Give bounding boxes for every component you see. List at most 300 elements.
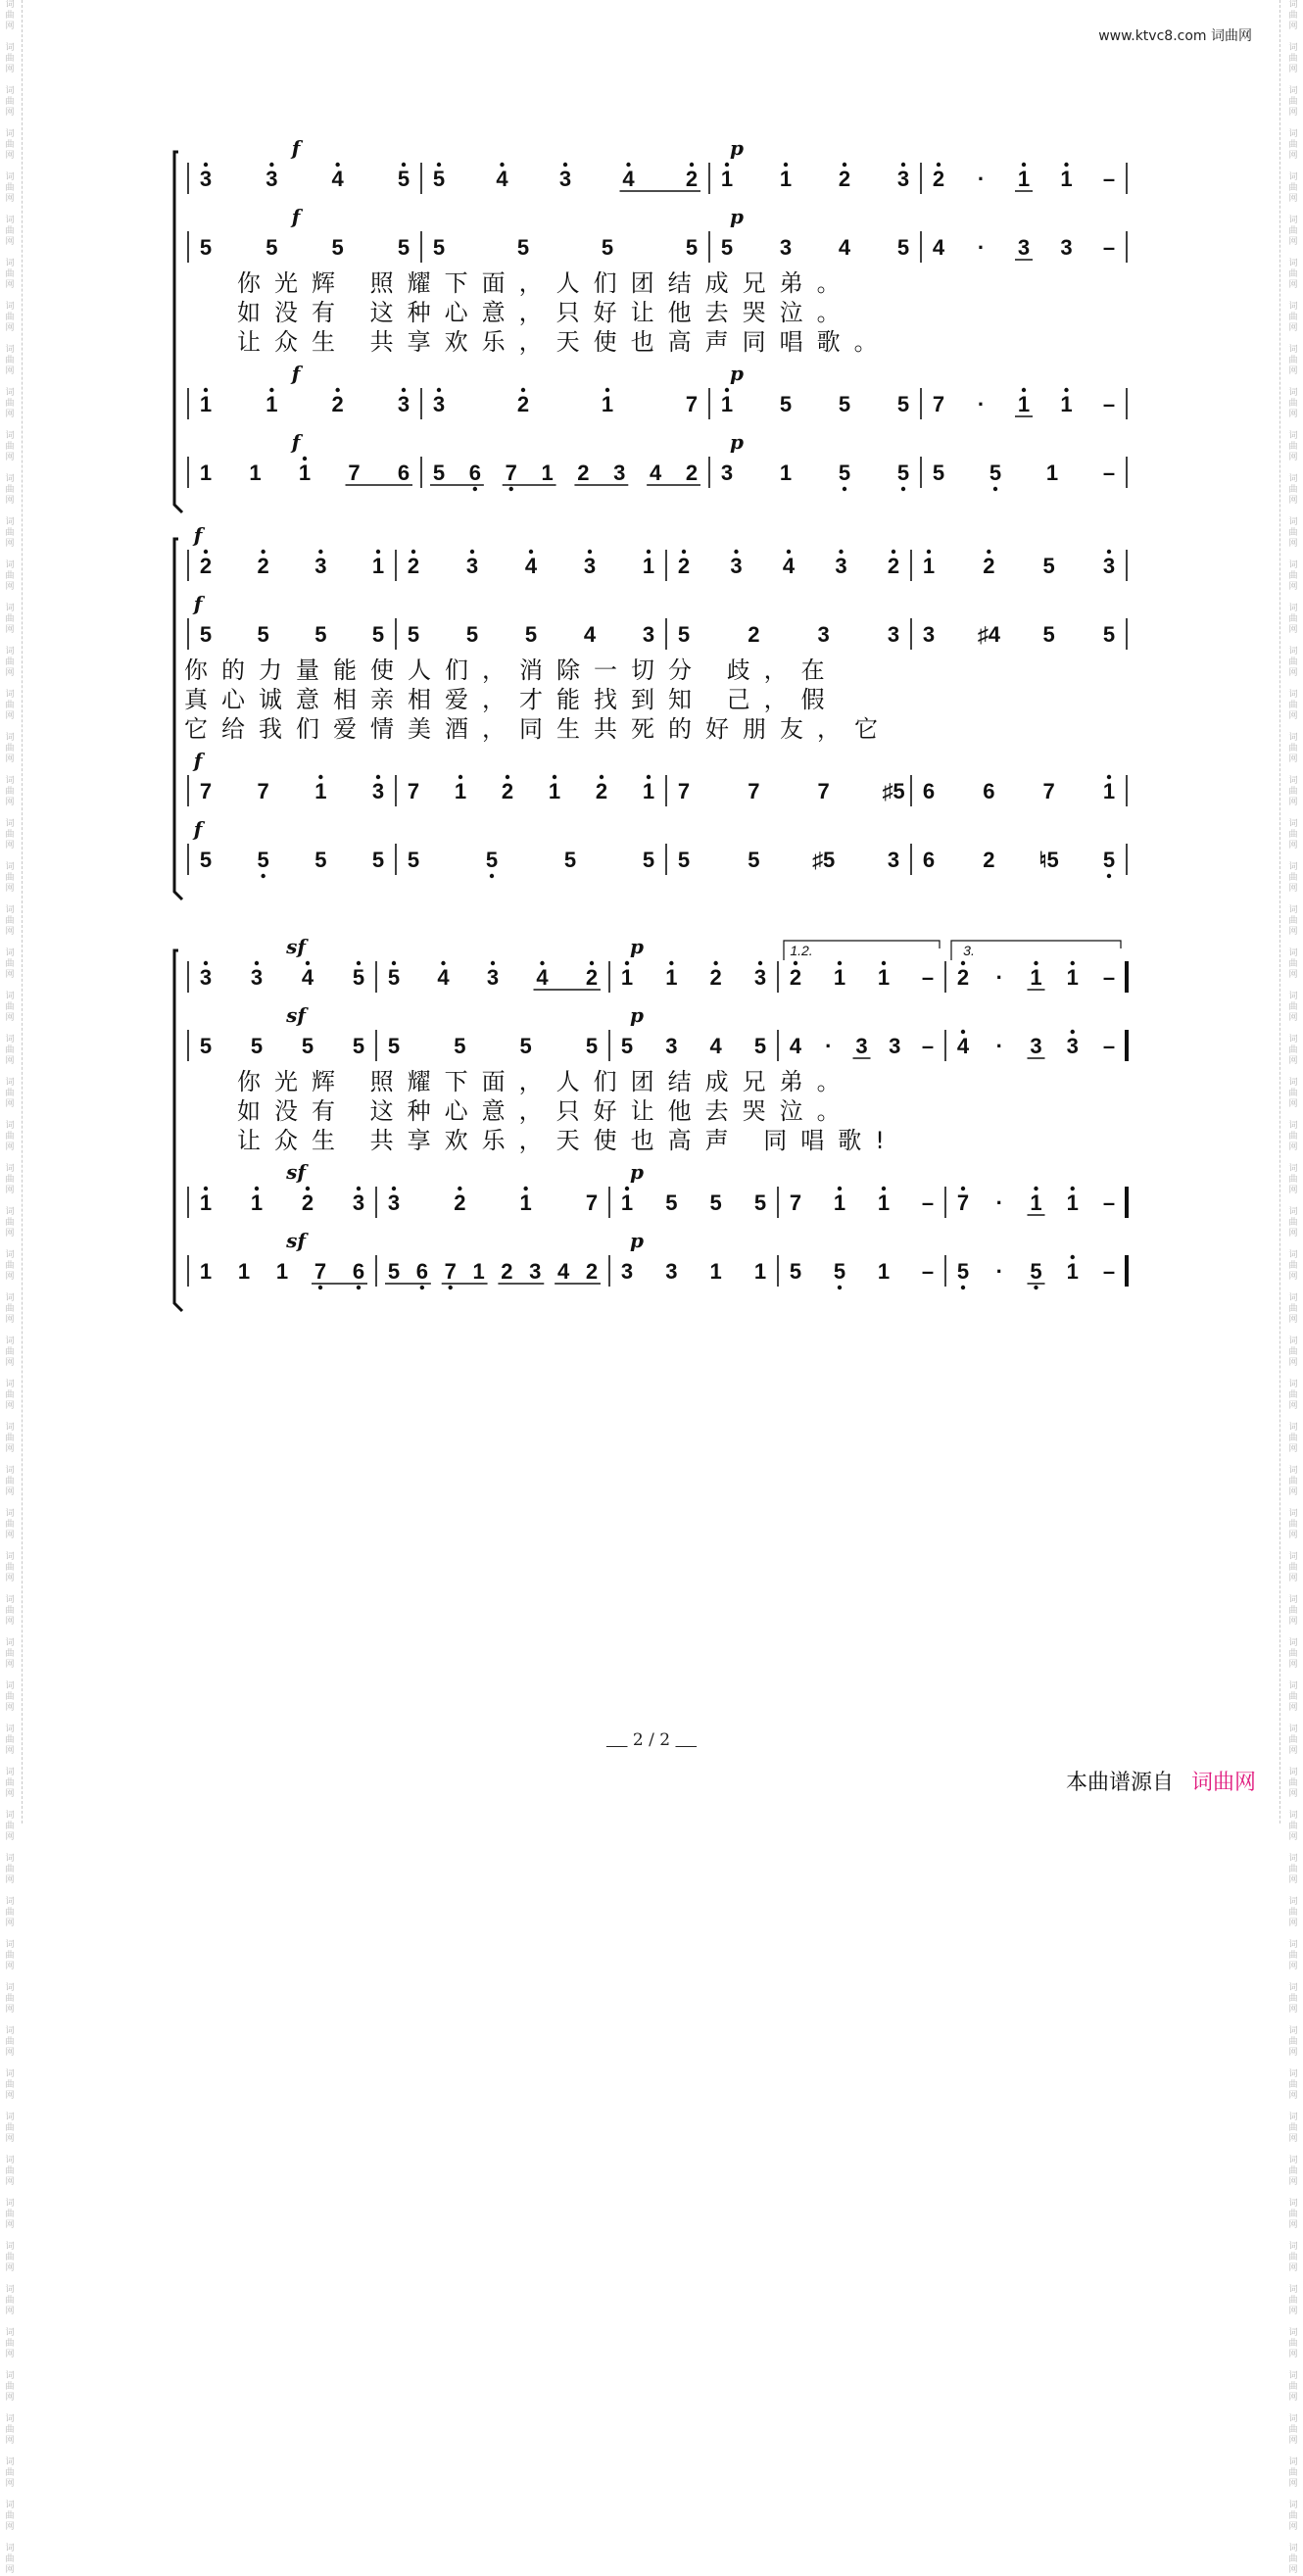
note: 2: [709, 965, 722, 990]
voice-part-1: [188, 136, 1127, 194]
dash-hold: –: [921, 1191, 935, 1215]
note: 1: [548, 779, 561, 803]
footer-source: [1066, 1766, 1256, 1796]
octave-dot-high: [1034, 961, 1038, 965]
lyric-line: 如没有 这种心意，只好让他去哭泣。: [237, 299, 854, 326]
system-bracket: [174, 152, 182, 512]
octave-dot-high: [506, 775, 509, 779]
note: 1: [199, 1259, 213, 1284]
octave-dot-low: [318, 1286, 322, 1289]
octave-dot-high: [261, 550, 265, 554]
octave-dot-high: [500, 163, 504, 167]
note: 5: [432, 461, 446, 485]
voice-part-3: [188, 1160, 1127, 1218]
note: 5: [257, 848, 269, 872]
note: 7: [444, 1259, 457, 1284]
note: 1: [922, 554, 936, 578]
note: 1: [1030, 965, 1042, 990]
note: 5: [407, 848, 420, 872]
note: 6: [983, 779, 995, 803]
note: 2: [677, 554, 691, 578]
lyric-line: 如没有 这种心意，只好让他去哭泣。: [237, 1097, 854, 1125]
octave-dot-high: [306, 1187, 310, 1191]
note: 1: [877, 1191, 891, 1215]
octave-dot-high: [1071, 961, 1075, 965]
note: 3: [855, 1034, 868, 1058]
octave-dot-high: [1022, 388, 1026, 392]
note: 7: [257, 779, 269, 803]
dynamic-mark: f: [291, 430, 301, 454]
voice-part-1: [188, 935, 1127, 993]
lyric-line: 真心诚意相亲相爱，才能找到知 己，假: [184, 686, 839, 713]
note: 2: [501, 779, 514, 803]
octave-dot-low: [901, 487, 905, 491]
note: ♮5: [1038, 848, 1059, 872]
dot-extension: ·: [995, 1259, 1003, 1284]
note: 5: [397, 235, 410, 260]
note: 4: [650, 461, 662, 485]
octave-dot-high: [690, 163, 694, 167]
note: 5: [1042, 554, 1055, 578]
note: 1: [265, 392, 278, 416]
volta-bracket: [951, 941, 1121, 960]
footer-site-link[interactable]: 词曲网: [1190, 1771, 1256, 1795]
note: 7: [199, 779, 213, 803]
note: 6: [922, 848, 936, 872]
octave-dot-high: [553, 775, 556, 779]
note: 1: [833, 1191, 846, 1215]
note: 3: [922, 622, 936, 647]
note: 1: [1017, 167, 1031, 191]
note: 3: [1066, 1034, 1079, 1058]
note: 7: [685, 392, 699, 416]
note: 5: [407, 622, 420, 647]
octave-dot-high: [1064, 163, 1068, 167]
note: 3: [720, 461, 734, 485]
octave-dot-high: [303, 457, 307, 461]
note: 2: [983, 848, 995, 872]
octave-dot-high: [357, 961, 361, 965]
note: 5: [1102, 622, 1116, 647]
octave-dot-low: [449, 1286, 453, 1289]
side-watermark-left: 词 曲 网 词 曲 网 词 曲 网 词 曲 网 词 曲 网 词 曲 网 词 曲 网 词 曲 网 词 曲 网 词 曲 网 词 曲 网 词 曲 网 词 曲 网 词 曲 网 词 曲 网 词 曲 网 词 曲 网 词 曲 网 词 曲 网 词 曲 网 词 曲 网 词 曲 网 词 曲 网 词 曲 网 词 曲 网 词 曲 网 词 曲 网 词 曲 网 词 曲 网 词 曲 网 词 曲 网 词 曲 网 词 曲 网 词 曲 网 词 曲 网 词 曲 网 词 曲 网 词 曲 网 词 曲 网 词 曲 网 词 曲 网 词 曲 网 词 曲 网 词 曲 网 词 曲 网 词 曲 网 词 曲 网 词 曲 网 词 曲 网 词 曲 网 词 曲 网 词 曲 网 词 曲 网 词 曲 网 词 曲 网 词 曲 网 词 曲 网 词 曲 网 词 曲 网 词 曲 网: [5, 0, 15, 2575]
octave-dot-high: [590, 961, 594, 965]
note: 5: [397, 167, 410, 191]
note: 2: [887, 554, 900, 578]
dynamic-mark: f: [193, 523, 203, 547]
note: 5: [257, 622, 269, 647]
note: 4: [956, 1034, 970, 1058]
note: 5: [352, 965, 365, 990]
note: 4: [838, 235, 851, 260]
octave-dot-high: [588, 550, 592, 554]
note: 4: [536, 965, 549, 990]
note: 3: [1102, 554, 1116, 578]
note: 5: [454, 1034, 466, 1058]
page-number-text: 2 / 2: [632, 1730, 671, 1750]
octave-dot-low: [838, 1286, 842, 1289]
octave-dot-high: [306, 961, 310, 965]
note: 2: [932, 167, 945, 191]
note: 5: [199, 1034, 213, 1058]
note: 1: [199, 392, 213, 416]
dynamic-mark: p: [730, 362, 744, 385]
note: 3: [613, 461, 626, 485]
octave-dot-high: [794, 961, 797, 965]
note: 5: [720, 235, 734, 260]
note: 3: [432, 392, 446, 416]
dynamic-mark: f: [193, 817, 203, 841]
note: 1: [237, 1259, 251, 1284]
voice-part-2: [188, 205, 1127, 263]
octave-dot-high: [725, 163, 729, 167]
note: 1: [249, 461, 262, 485]
octave-dot-high: [838, 961, 842, 965]
note: 3: [1017, 235, 1031, 260]
dot-extension: ·: [995, 1191, 1003, 1215]
note: 4: [557, 1259, 570, 1284]
dynamic-mark: p: [730, 430, 744, 454]
side-watermark-right: 词 曲 网 词 曲 网 词 曲 网 词 曲 网 词 曲 网 词 曲 网 词 曲 网 词 曲 网 词 曲 网 词 曲 网 词 曲 网 词 曲 网 词 曲 网 词 曲 网 词 曲 网 词 曲 网 词 曲 网 词 曲 网 词 曲 网 词 曲 网 词 曲 网 词 曲 网 词 曲 网 词 曲 网 词 曲 网 词 曲 网 词 曲 网 词 曲 网 词 曲 网 词 曲 网 词 曲 网 词 曲 网 词 曲 网 词 曲 网 词 曲 网 词 曲 网 词 曲 网 词 曲 网 词 曲 网 词 曲 网 词 曲 网 词 曲 网 词 曲 网 词 曲 网 词 曲 网 词 曲 网 词 曲 网 词 曲 网 词 曲 网 词 曲 网 词 曲 网 词 曲 网 词 曲 网 词 曲 网 词 曲 网 词 曲 网 词 曲 网 词 曲 网 词 曲 网 词 曲 网: [1288, 0, 1298, 2575]
note: 3: [620, 1259, 634, 1284]
note: 2: [257, 554, 269, 578]
note: 6: [415, 1259, 428, 1284]
note: 5: [314, 848, 327, 872]
dynamic-mark: p: [630, 1160, 644, 1184]
note: 5: [352, 1034, 365, 1058]
note: 3: [887, 848, 900, 872]
note: 3: [896, 167, 910, 191]
site-url[interactable]: www.ktvc8.com 词曲网: [1098, 28, 1252, 44]
lyric-line: 你的力量能使人们，消除一切分 歧，在: [184, 656, 839, 684]
voice-part-4: [188, 430, 1127, 491]
system-bracket: [174, 539, 182, 899]
octave-dot-high: [987, 550, 990, 554]
note: 5: [516, 235, 530, 260]
note: 5: [753, 1034, 767, 1058]
octave-dot-high: [843, 163, 846, 167]
note: 1: [519, 1191, 532, 1215]
note: 5: [677, 848, 691, 872]
note: 5: [524, 622, 538, 647]
octave-dot-high: [682, 550, 686, 554]
octave-dot-high: [713, 961, 717, 965]
note: 7: [348, 461, 361, 485]
note: 7: [956, 1191, 970, 1215]
note: 6: [397, 461, 410, 485]
octave-dot-low: [473, 487, 477, 491]
dash-hold: –: [921, 1259, 935, 1284]
note: 5: [838, 392, 851, 416]
note: 5: [519, 1034, 532, 1058]
note: 1: [1066, 1191, 1079, 1215]
note: 3: [387, 1191, 401, 1215]
dash-hold: –: [1102, 965, 1116, 990]
dynamic-mark: f: [291, 136, 301, 160]
note: 3: [465, 554, 479, 578]
octave-dot-high: [937, 163, 941, 167]
octave-dot-low: [961, 1286, 965, 1289]
note: 7: [314, 1259, 327, 1284]
note: 5: [301, 1034, 314, 1058]
dot-extension: ·: [995, 965, 1003, 990]
note: 1: [753, 1259, 767, 1284]
octave-dot-high: [1034, 1187, 1038, 1191]
octave-dot-high: [491, 961, 495, 965]
octave-dot-high: [961, 1030, 965, 1034]
note: ♯5: [812, 848, 836, 872]
lyric-line: 它给我们爱情美酒，同生共死的好朋友，它: [184, 715, 892, 743]
note: 3: [887, 622, 900, 647]
note: 5: [485, 848, 499, 872]
note: 7: [585, 1191, 599, 1215]
note: 2: [838, 167, 851, 191]
octave-dot-low: [1107, 874, 1111, 878]
note: 5: [199, 235, 213, 260]
note: 5: [585, 1034, 599, 1058]
octave-dot-high: [269, 388, 273, 392]
octave-dot-high: [458, 1187, 461, 1191]
octave-dot-high: [600, 775, 603, 779]
note: 3: [583, 554, 597, 578]
note: 5: [833, 1259, 846, 1284]
note: 1: [720, 392, 734, 416]
dash-hold: –: [1102, 235, 1116, 260]
octave-dot-high: [605, 388, 609, 392]
note: 7: [817, 779, 830, 803]
dash-hold: –: [1102, 461, 1116, 485]
note: 3: [314, 554, 327, 578]
note: 3: [250, 965, 264, 990]
note: 5: [199, 622, 213, 647]
lyric-line: 让众生 共享欢乐，天使也高声同唱歌。: [237, 328, 892, 356]
note: 2: [789, 965, 802, 990]
octave-dot-high: [758, 961, 762, 965]
octave-dot-high: [901, 163, 905, 167]
note: 5: [601, 235, 614, 260]
note: 1: [298, 461, 312, 485]
octave-dot-high: [540, 961, 544, 965]
note: 3: [665, 1259, 678, 1284]
note: 1: [454, 779, 467, 803]
dynamic-mark: f: [193, 592, 203, 615]
note: 7: [677, 779, 691, 803]
note: 4: [622, 167, 635, 191]
note: 2: [983, 554, 995, 578]
note: 1: [1045, 461, 1059, 485]
dynamic-mark: p: [630, 935, 644, 958]
note: 5: [371, 848, 385, 872]
dynamic-mark: p: [630, 1229, 644, 1252]
note: 5: [387, 965, 401, 990]
octave-dot-high: [392, 961, 396, 965]
note: 1: [1030, 1191, 1042, 1215]
note: 1: [601, 392, 614, 416]
octave-dot-high: [1107, 775, 1111, 779]
dot-extension: ·: [977, 167, 986, 191]
note: 1: [1066, 1259, 1079, 1284]
octave-dot-high: [625, 1187, 629, 1191]
octave-dot-high: [204, 1187, 208, 1191]
note: 2: [585, 965, 599, 990]
voice-part-1: [188, 523, 1127, 581]
note: 4: [301, 965, 314, 990]
note: 1: [1060, 167, 1073, 191]
voice-part-2: [188, 1003, 1127, 1061]
dynamic-mark: sf: [286, 1003, 306, 1027]
octave-dot-high: [255, 961, 259, 965]
note: 3: [817, 622, 830, 647]
octave-dot-high: [392, 1187, 396, 1191]
note: 4: [932, 235, 945, 260]
note: 2: [331, 392, 344, 416]
octave-dot-high: [335, 163, 339, 167]
note: 2: [301, 1191, 314, 1215]
note: 3: [1030, 1034, 1042, 1058]
dash-hold: –: [1102, 167, 1116, 191]
note: 7: [1042, 779, 1055, 803]
note: 6: [352, 1259, 365, 1284]
dynamic-mark: p: [730, 136, 744, 160]
octave-dot-high: [839, 550, 843, 554]
note: 5: [838, 461, 851, 485]
voice-part-2: [188, 592, 1127, 650]
system-2: [174, 523, 1127, 899]
octave-dot-high: [441, 961, 445, 965]
dynamic-mark: sf: [286, 1160, 306, 1184]
octave-dot-high: [734, 550, 738, 554]
note: 3: [199, 167, 213, 191]
note: 4: [583, 622, 597, 647]
note: 1: [779, 461, 793, 485]
octave-dot-low: [509, 487, 513, 491]
octave-dot-high: [882, 1187, 886, 1191]
octave-dot-high: [961, 961, 965, 965]
note: 3: [371, 779, 385, 803]
system-3: [174, 935, 1127, 1311]
note: 5: [642, 848, 655, 872]
dynamic-mark: p: [730, 205, 744, 228]
note: 3: [730, 554, 743, 578]
octave-dot-high: [402, 163, 406, 167]
octave-dot-high: [725, 388, 729, 392]
note: 4: [437, 965, 450, 990]
volta-label: 1.2.: [790, 943, 813, 958]
note: 2: [407, 554, 420, 578]
note: 7: [932, 392, 945, 416]
voice-part-3: [188, 749, 1127, 806]
dot-extension: ·: [825, 1034, 833, 1058]
page-number: [0, 1730, 1303, 1750]
octave-dot-low: [490, 874, 494, 878]
note: 4: [331, 167, 344, 191]
lyric-line: 你光辉 照耀下面，人们团结成兄弟。: [237, 1068, 854, 1095]
note: 5: [432, 235, 446, 260]
note: 3: [889, 1034, 901, 1058]
octave-dot-low: [420, 1286, 424, 1289]
octave-dot-high: [411, 550, 415, 554]
note: 2: [577, 461, 590, 485]
note: ♯4: [977, 622, 1000, 647]
octave-dot-high: [255, 1187, 259, 1191]
dash-hold: –: [1102, 1034, 1116, 1058]
note: 3: [199, 965, 213, 990]
note: 2: [748, 622, 760, 647]
note: 7: [505, 461, 517, 485]
octave-dot-high: [318, 550, 322, 554]
dash-hold: –: [921, 965, 935, 990]
note: 1: [665, 965, 678, 990]
note: 5: [1042, 622, 1055, 647]
note: 5: [989, 461, 1002, 485]
octave-dot-high: [1064, 388, 1068, 392]
note: 3: [779, 235, 793, 260]
dash-hold: –: [1102, 1259, 1116, 1284]
note: ♯5: [882, 779, 905, 803]
note: 5: [199, 848, 213, 872]
note: 5: [896, 235, 910, 260]
note: 6: [468, 461, 481, 485]
note: 3: [642, 622, 655, 647]
dynamic-mark: p: [630, 1003, 644, 1027]
note: 5: [432, 167, 446, 191]
note: 1: [720, 167, 734, 191]
note: 3: [486, 965, 500, 990]
octave-dot-low: [1034, 1286, 1038, 1289]
note: 5: [1030, 1259, 1042, 1284]
note: 3: [265, 167, 278, 191]
octave-dot-high: [626, 163, 630, 167]
note: 3: [753, 965, 767, 990]
note: 1: [371, 554, 385, 578]
note: 3: [558, 167, 572, 191]
note: 1: [877, 965, 891, 990]
note: 5: [665, 1191, 678, 1215]
octave-dot-low: [843, 487, 846, 491]
note: 1: [1102, 779, 1116, 803]
octave-dot-high: [204, 550, 208, 554]
note: 2: [501, 1259, 513, 1284]
note: 5: [896, 392, 910, 416]
octave-dot-low: [357, 1286, 361, 1289]
note: 1: [779, 167, 793, 191]
note: 1: [275, 1259, 289, 1284]
octave-dot-high: [376, 775, 380, 779]
octave-dot-high: [437, 163, 441, 167]
octave-dot-high: [523, 1187, 527, 1191]
note: 5: [709, 1191, 722, 1215]
octave-dot-high: [892, 550, 895, 554]
note: 7: [407, 779, 420, 803]
note: 5: [250, 1034, 264, 1058]
lyric-line: 你光辉 照耀下面，人们团结成兄弟。: [237, 269, 854, 297]
note: 5: [685, 235, 699, 260]
dynamic-mark: sf: [286, 1229, 306, 1252]
dynamic-mark: f: [291, 362, 301, 385]
note: 1: [1060, 392, 1073, 416]
note: 5: [748, 848, 760, 872]
note: 1: [199, 1191, 213, 1215]
note: 5: [314, 622, 327, 647]
note: 5: [677, 622, 691, 647]
voice-part-4: [188, 1229, 1127, 1289]
octave-dot-high: [1071, 1187, 1075, 1191]
note: 4: [782, 554, 796, 578]
note: 1: [1066, 965, 1079, 990]
note: 1: [620, 1191, 634, 1215]
lyric-line: 让众生 共享欢乐，天使也高声 同唱歌!: [237, 1127, 898, 1154]
dash-hold: –: [1102, 1191, 1116, 1215]
